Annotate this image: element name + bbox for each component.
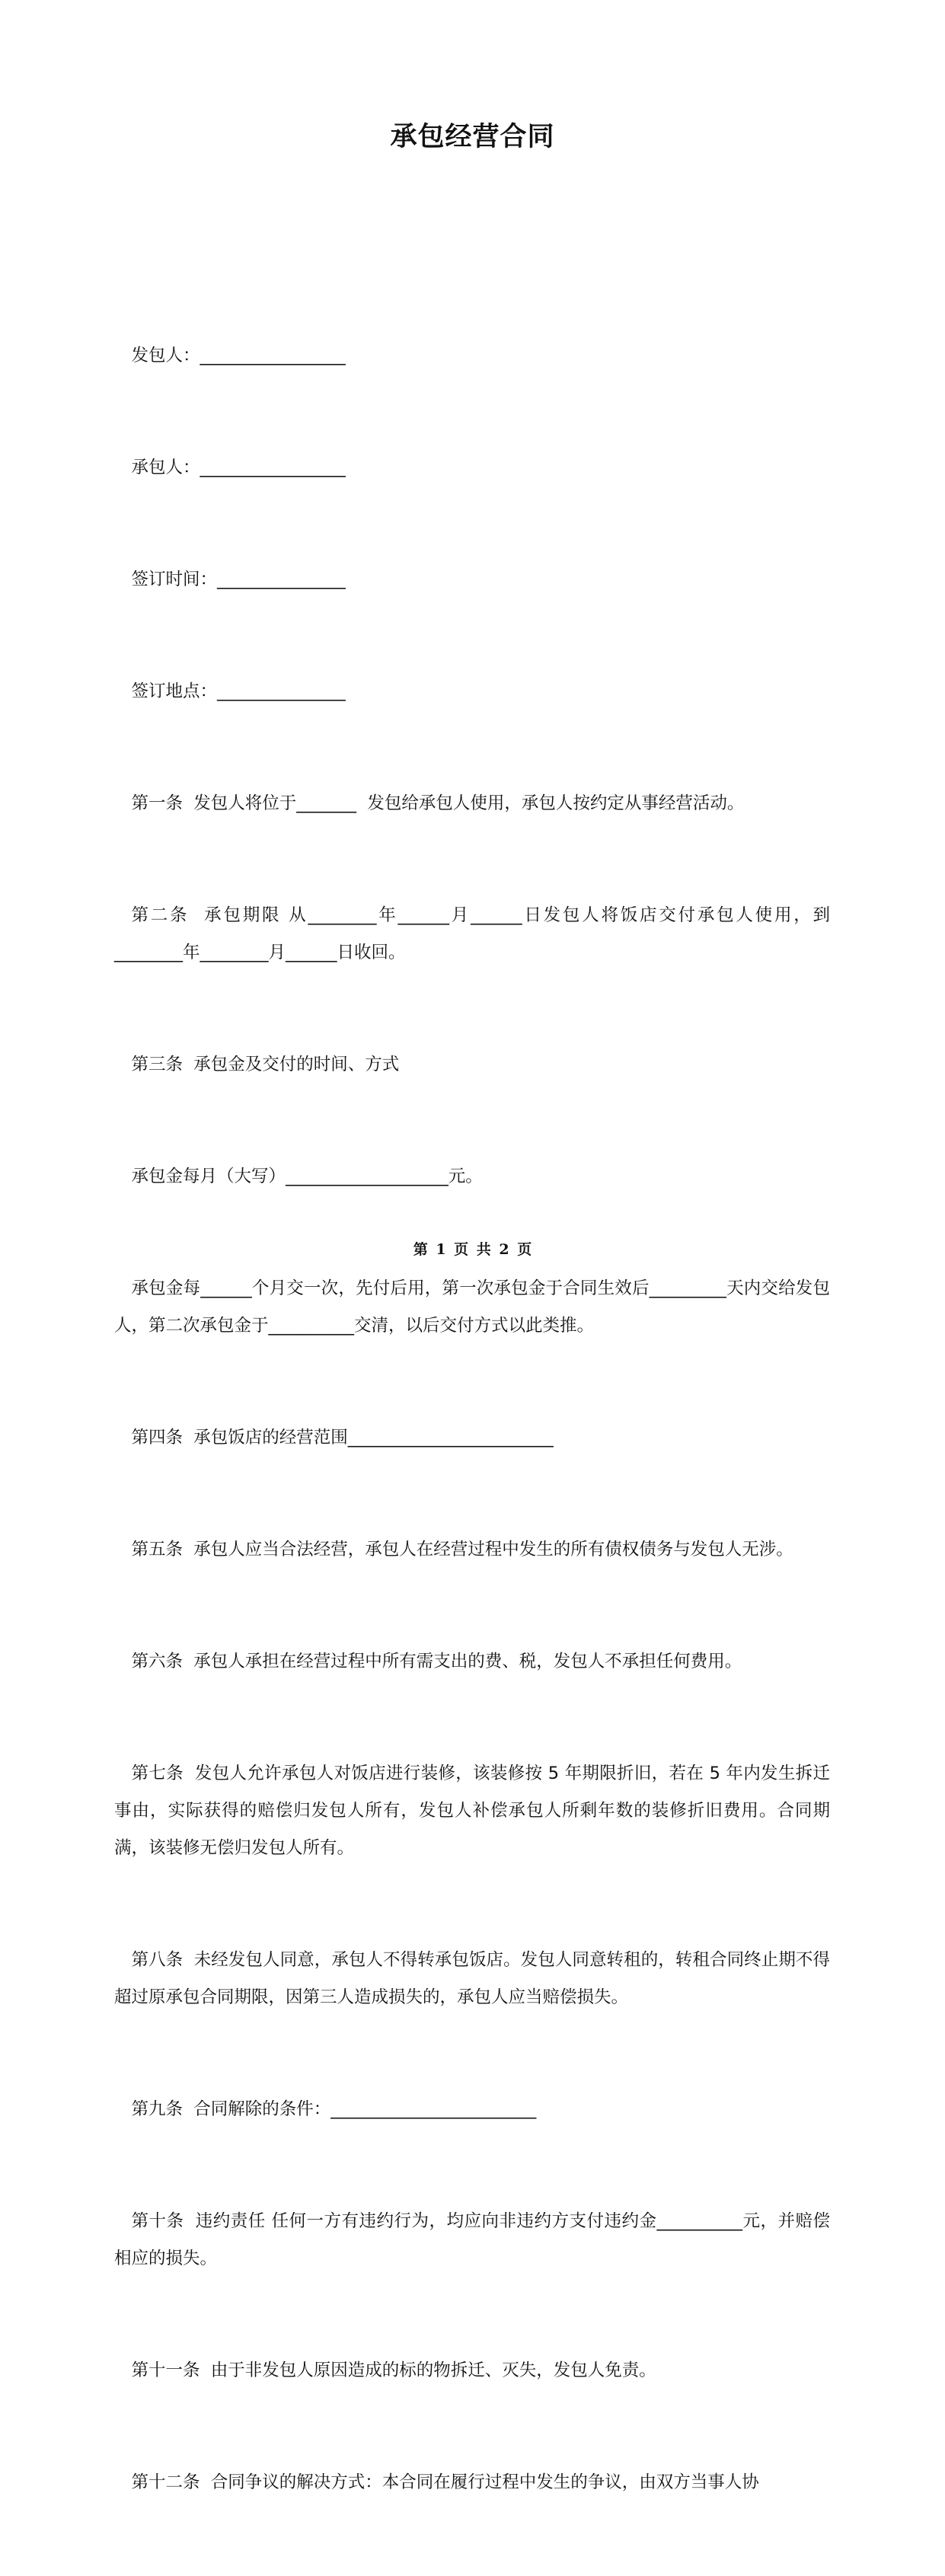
article-5: 第五条 承包人应当合法经营，承包人在经营过程中发生的所有债权债务与发包人无涉。 xyxy=(131,1540,793,1559)
field-signing-place: 签订地点：_______________ xyxy=(131,682,346,701)
article-7: 第七条 发包人允许承包人对饭店进行装修，该装修按 5 年期限折旧，若在 5 年内发生拆迁事由，实际获得的赔偿归发包人所有，发包人补偿承包人所剩年数的装修折旧费用。合同期满，该装修无偿归发包人所有。 xyxy=(114,1764,830,1858)
article-2: 第二条 承包期限 从________年______月______日发包人将饭店交付承包人使用，到________年________月______日收回。 xyxy=(114,905,830,962)
page-number-footer: 第 1 页 共 2 页 xyxy=(413,1241,532,1258)
field-contractor: 承包人：_________________ xyxy=(131,458,346,477)
article-4: 第四条 承包饭店的经营范围________________________ xyxy=(131,1428,554,1448)
article-6: 第六条 承包人承担在经营过程中所有需支出的费、税，发包人不承担任何费用。 xyxy=(131,1652,742,1671)
article-3-payment-terms: 承包金每______个月交一次，先付后用，第一次承包金于合同生效后_________天内交给发包人，第二次承包金于__________交清，以后交付方式以此类推。 xyxy=(114,1278,830,1336)
article-11: 第十一条 由于非发包人原因造成的标的物拆迁、灭失，发包人免责。 xyxy=(131,2361,656,2380)
article-3-monthly-amount: 承包金每月（大写）___________________元。 xyxy=(131,1167,483,1186)
article-10: 第十条 违约责任 任何一方有违约行为，均应向非违约方支付违约金__________元，并赔偿相应的损失。 xyxy=(114,2211,830,2268)
article-3: 第三条 承包金及交付的时间、方式 xyxy=(131,1055,400,1074)
field-signing-time: 签订时间：_______________ xyxy=(131,570,346,589)
article-9: 第九条 合同解除的条件：________________________ xyxy=(131,2099,537,2119)
article-12: 第十二条 合同争议的解决方式：本合同在履行过程中发生的争议，由双方当事人协 xyxy=(131,2472,759,2492)
article-8: 第八条 未经发包人同意，承包人不得转承包饭店。发包人同意转租的，转租合同终止期不得超过原承包合同期限，因第三人造成损失的，承包人应当赔偿损失。 xyxy=(114,1950,830,2007)
field-issuer: 发包人：_________________ xyxy=(131,346,346,365)
article-1: 第一条 发包人将位于_______ 发包给承包人使用，承包人按约定从事经营活动。 xyxy=(131,793,745,813)
document-body xyxy=(114,263,830,2576)
document-title: 承包经营合同 xyxy=(390,122,555,152)
